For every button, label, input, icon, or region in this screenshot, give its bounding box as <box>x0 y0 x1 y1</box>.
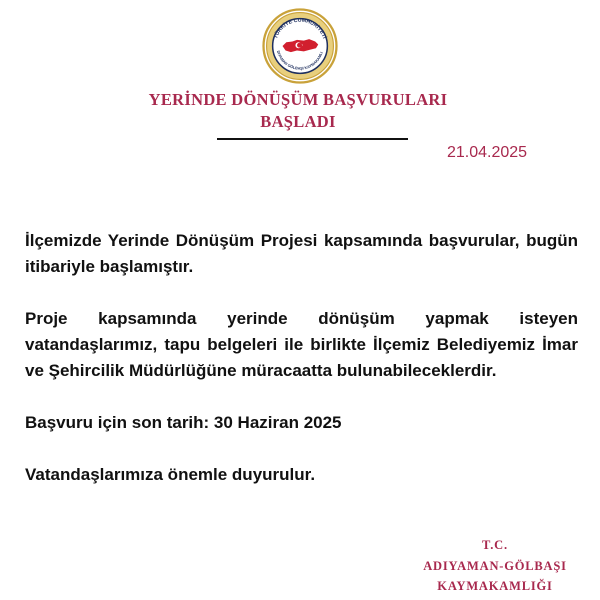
heading-line-1: YERİNDE DÖNÜŞÜM BAŞVURULARI <box>148 90 448 109</box>
announcement-body <box>25 228 578 514</box>
paragraph-deadline: Başvuru için son tarih: 30 Haziran 2025 <box>25 413 342 432</box>
heading-divider <box>217 138 408 140</box>
signature-line-2: ADIYAMAN-GÖLBAŞI <box>423 559 567 573</box>
seal-ring-text: TÜRKİYE CUMHURİYETİ <box>272 17 328 40</box>
signature-line-1: T.C. <box>482 538 508 552</box>
heading-line-2: BAŞLADI <box>260 112 336 131</box>
paragraph-closing: Vatandaşlarımıza önemle duyurulur. <box>25 465 316 484</box>
paragraph-intro: İlçemizde Yerinde Dönüşüm Projesi kapsamında başvurular, bugün itibariyle başlamıştır. <box>25 231 578 276</box>
kaymakamlik-seal-logo <box>262 8 338 84</box>
signature-line-3: KAYMAKAMLIĞI <box>437 579 553 593</box>
paragraph-application-details: Proje kapsamında yerinde dönüşüm yapmak isteyen vatandaşlarımız, tapu belgeleri ile birlikte İlçemiz Belediyemiz İmar ve Şehircilik Müdürlüğüne müracaatta bulunabileceklerdir. <box>25 309 578 380</box>
seal-bottom-text: DIYAMAN GÖLBAŞI KAYMAKAMLI <box>275 50 324 71</box>
announcement-date: 21.04.2025 <box>447 144 528 161</box>
